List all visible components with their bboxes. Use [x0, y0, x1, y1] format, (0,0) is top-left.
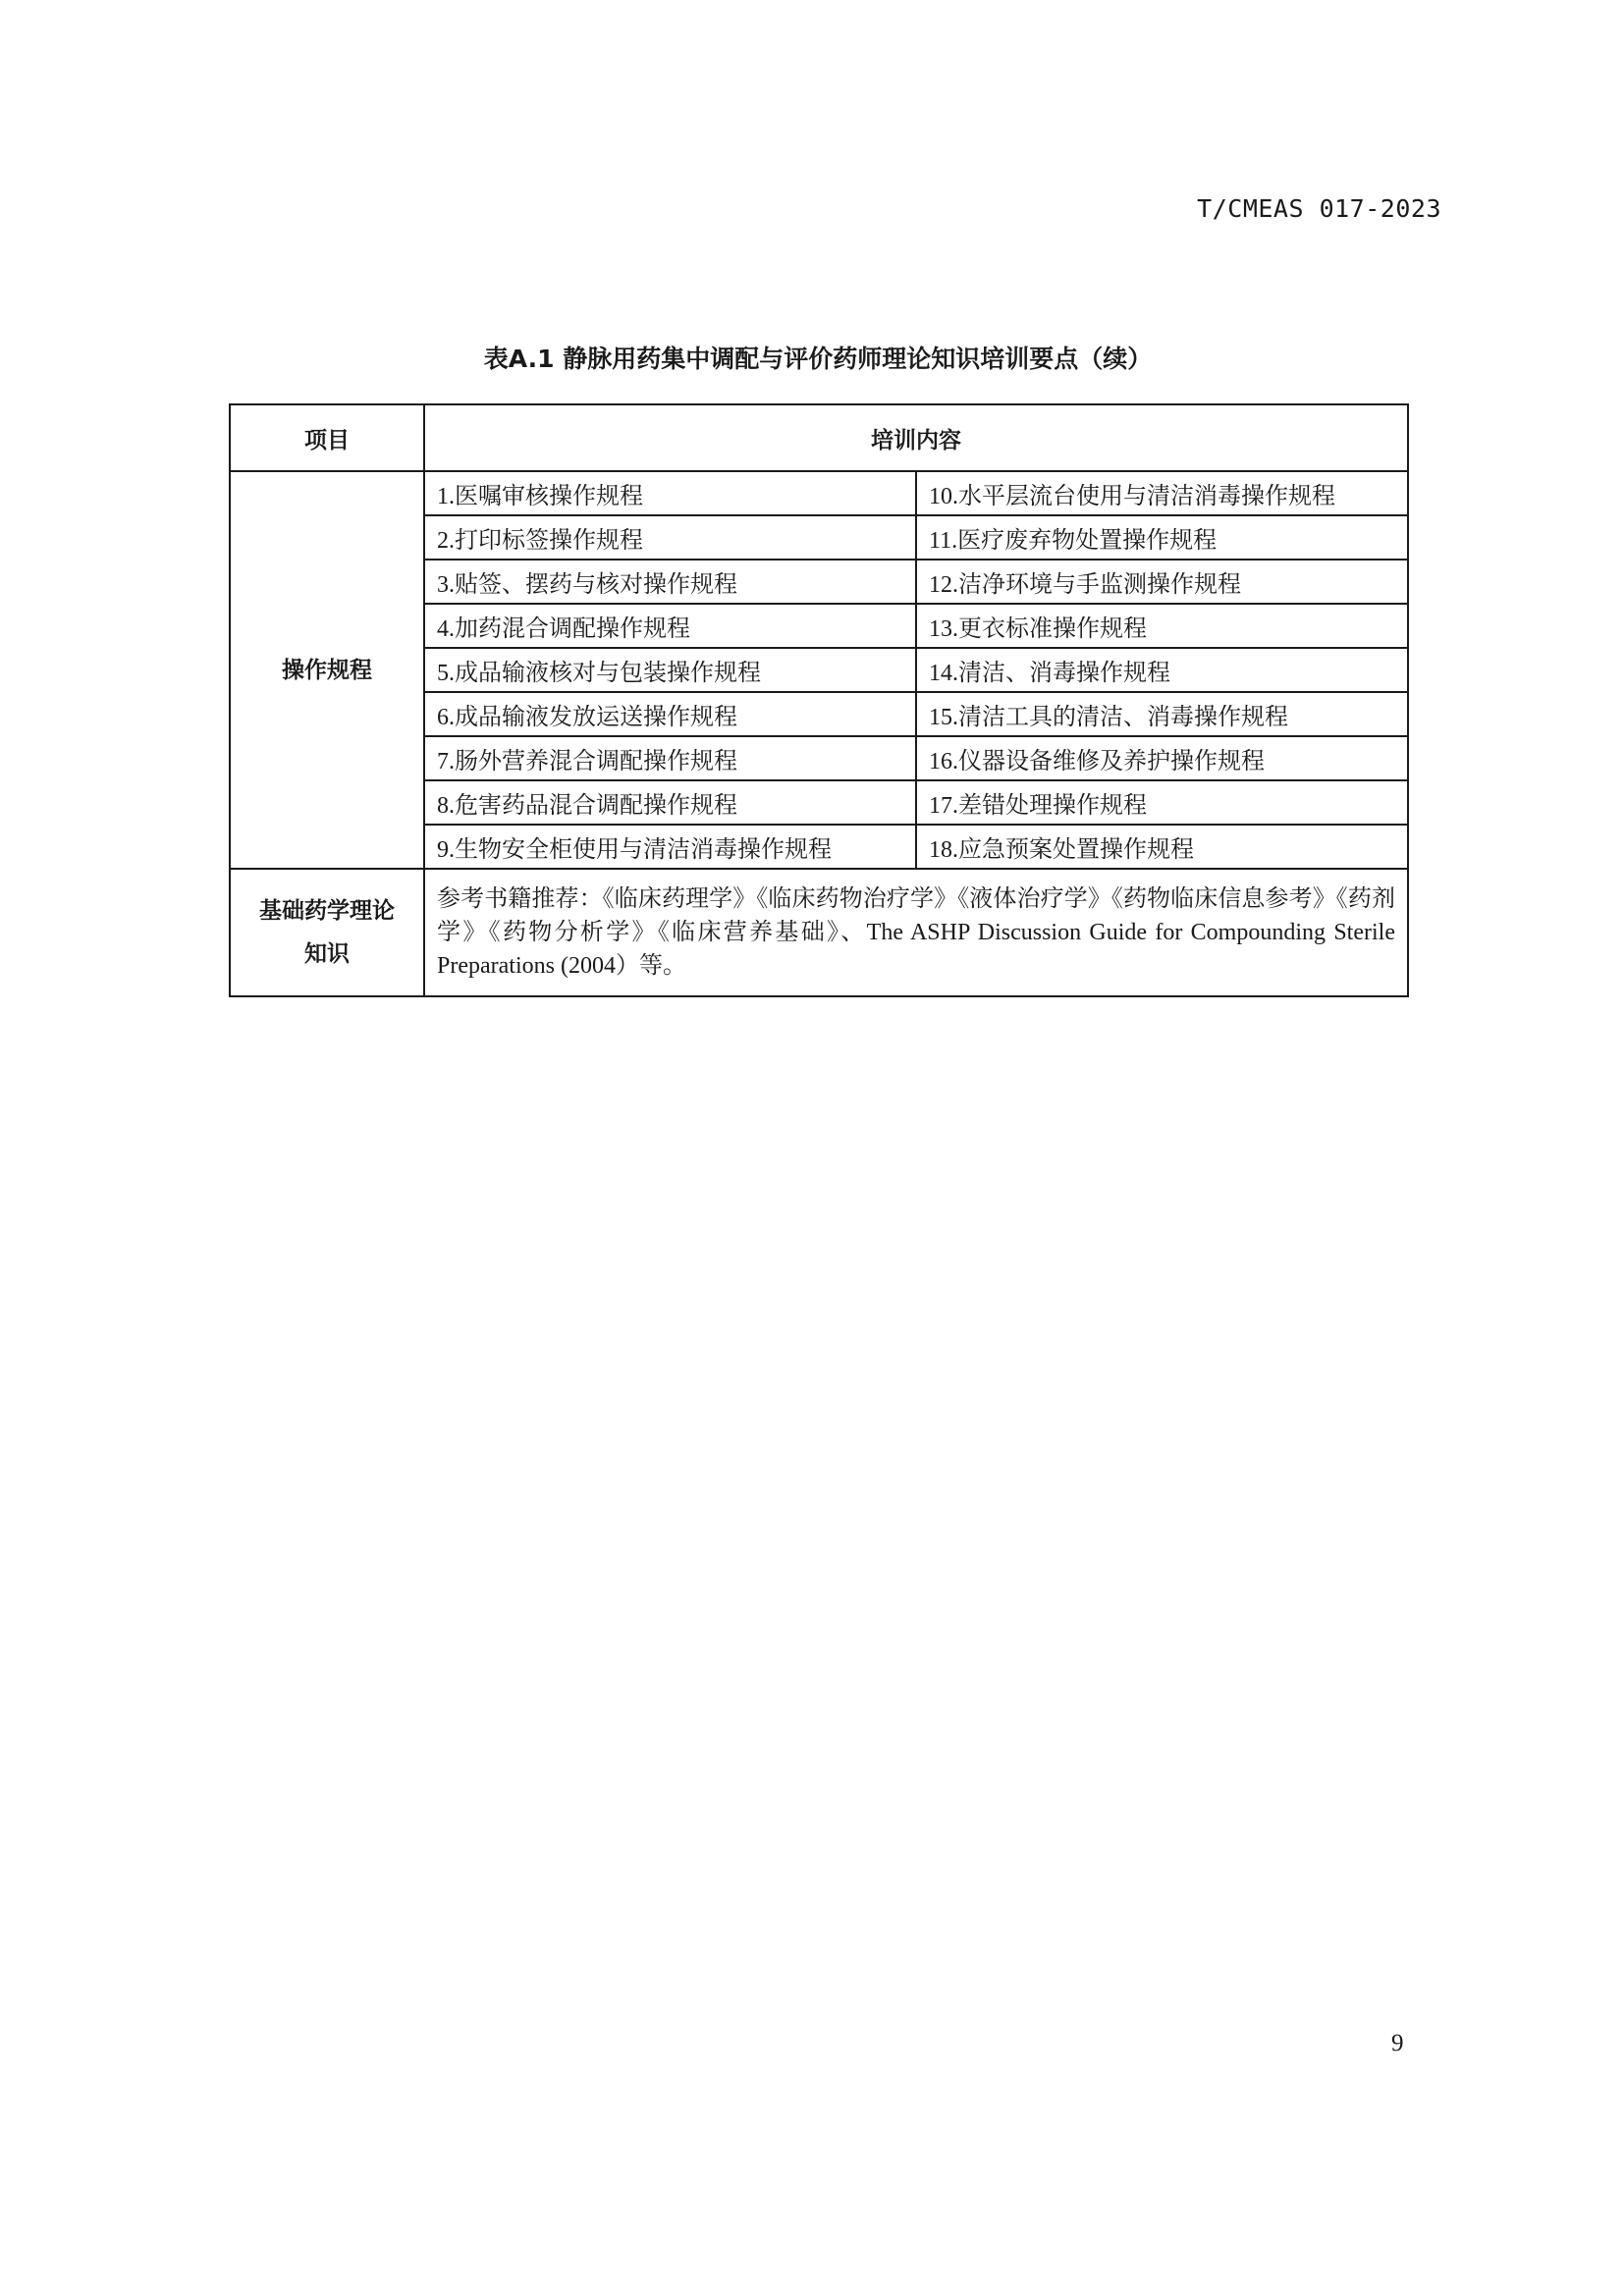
table-cell: 2.打印标签操作规程: [424, 515, 916, 560]
table-cell: 10.水平层流台使用与清洁消毒操作规程: [916, 471, 1408, 515]
table-header-row: [230, 404, 1408, 471]
category-knowledge: [230, 869, 424, 996]
table-cell: 5.成品输液核对与包装操作规程: [424, 648, 916, 692]
table-cell: 15.清洁工具的清洁、消毒操作规程: [916, 692, 1408, 736]
table-cell: 18.应急预案处置操作规程: [916, 825, 1408, 869]
page-number: 9: [1391, 2030, 1404, 2056]
table-cell: 7.肠外营养混合调配操作规程: [424, 736, 916, 780]
category-knowledge-line2: 知识: [304, 941, 350, 967]
table-cell: 13.更衣标准操作规程: [916, 604, 1408, 648]
training-table: [229, 403, 1409, 997]
table-row: [230, 471, 1408, 515]
column-header-content: 培训内容: [424, 404, 1408, 471]
table-cell: 14.清洁、消毒操作规程: [916, 648, 1408, 692]
category-procedures: 操作规程: [230, 471, 424, 869]
column-header-item: 项目: [230, 404, 424, 471]
table-cell: 12.洁净环境与手监测操作规程: [916, 560, 1408, 604]
table-cell: 6.成品输液发放运送操作规程: [424, 692, 916, 736]
table-cell: 3.贴签、摆药与核对操作规程: [424, 560, 916, 604]
table-cell: 8.危害药品混合调配操作规程: [424, 780, 916, 825]
table-cell: 1.医嘱审核操作规程: [424, 471, 916, 515]
document-code: T/CMEAS 017-2023: [1197, 194, 1441, 223]
table-cell: 9.生物安全柜使用与清洁消毒操作规程: [424, 825, 916, 869]
table-caption: 表A.1 静脉用药集中调配与评价药师理论知识培训要点（续）: [483, 345, 1153, 373]
table-row: [230, 869, 1408, 996]
table-cell: 4.加药混合调配操作规程: [424, 604, 916, 648]
table-cell: 11.医疗废弃物处置操作规程: [916, 515, 1408, 560]
reference-books: 参考书籍推荐：《临床药理学》《临床药物治疗学》《液体治疗学》《药物临床信息参考》《药剂学》《药物分析学》《临床营养基础》、The ASHP Discussion Guide for Compounding Sterile Preparations (2004）等。: [424, 869, 1408, 996]
table-cell: 16.仪器设备维修及养护操作规程: [916, 736, 1408, 780]
category-knowledge-line1: 基础药学理论: [259, 898, 395, 924]
table-cell: 17.差错处理操作规程: [916, 780, 1408, 825]
